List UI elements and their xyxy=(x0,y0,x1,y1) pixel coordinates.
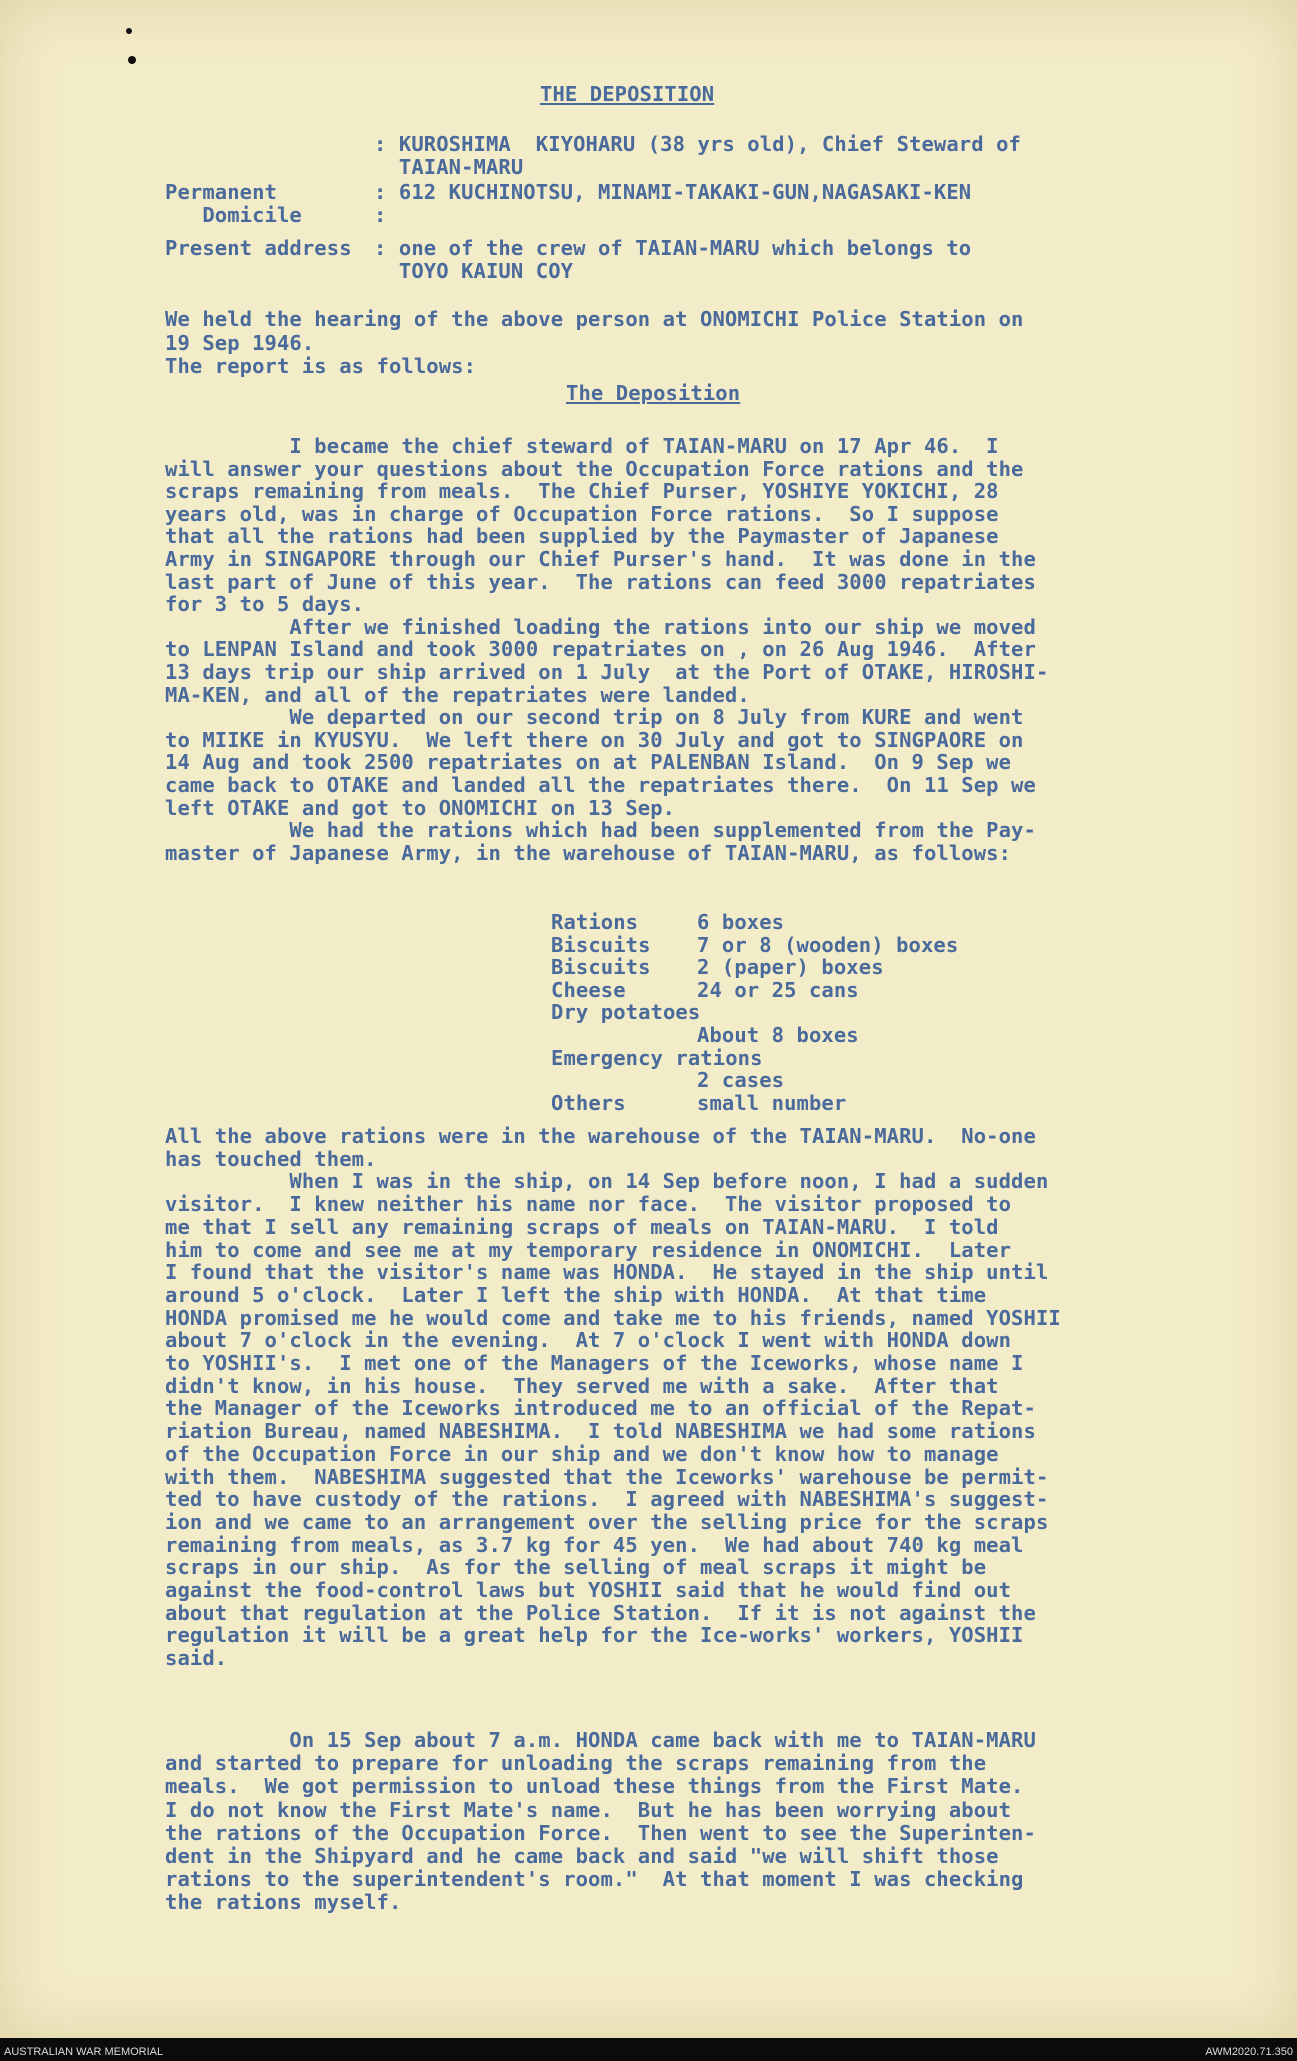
body-line: has touched them. xyxy=(165,1146,377,1171)
body-line: master of Japanese Army, in the warehouse of TAIAN-MARU, as follows: xyxy=(165,840,1012,865)
body-line: came back to OTAKE and landed all the repatriates there. On 11 Sep we xyxy=(165,773,1036,797)
body-line: around 5 o'clock. Later I left the ship with HONDA. At that time xyxy=(165,1282,987,1307)
ration-item: Biscuits xyxy=(551,955,651,980)
body-line: for 3 to 5 days. xyxy=(165,592,365,617)
body-line: HONDA promised me he would come and take me to his friends, named YOSHII xyxy=(165,1305,1061,1330)
body-line: When I was in the ship, on 14 Sep before noon, I had a sudden xyxy=(165,1169,1049,1194)
ration-qty: 2 (paper) boxes xyxy=(697,955,884,980)
body-line: didn't know, in his house. They served me with a sake. After that xyxy=(165,1373,999,1398)
body-line: last part of June of this year. The rations can feed 3000 repatriates xyxy=(165,569,1036,594)
body-line: After we finished loading the rations into our ship we moved xyxy=(165,614,1036,639)
body-line: said. xyxy=(165,1646,228,1671)
footer-left: AUSTRALIAN WAR MEMORIAL xyxy=(4,2046,164,2058)
body-line: Army in SINGAPORE through our Chief Purser's hand. It was done in the xyxy=(165,547,1036,571)
ration-qty: 24 or 25 cans xyxy=(697,977,859,1002)
intro-line: The report is as follows: xyxy=(165,354,477,378)
body-line: I do not know the First Mate's name. But he has been worrying about xyxy=(165,1797,1012,1822)
body-line: against the food-control laws but YOSHII said that he would find out xyxy=(165,1578,1012,1602)
body-line: I became the chief steward of TAIAN-MARU on 17 Apr 46. I xyxy=(165,434,999,458)
body-line: years old, was in charge of Occupation Force rations. So I suppose xyxy=(165,501,999,526)
body-line: that all the rations had been supplied by the Paymaster of Japanese xyxy=(165,524,999,549)
body-line: me that I sell any remaining scraps of meals on TAIAN-MARU. I told xyxy=(165,1214,999,1239)
ration-item: Dry potatoes xyxy=(551,1000,701,1025)
header-value: : xyxy=(374,203,387,227)
body-line: to YOSHII's. I met one of the Managers of the Iceworks, whose name I xyxy=(165,1351,1024,1375)
body-line: rations to the superintendent's room." At that moment I was checking xyxy=(165,1867,1024,1892)
body-line: I found that the visitor's name was HONDA. He stayed in the ship until xyxy=(165,1260,1049,1285)
body-line: will answer your questions about the Occupation Force rations and the xyxy=(165,456,1024,481)
body-line: MA-KEN, and all of the repatriates were landed. xyxy=(165,682,750,707)
body-line: meals. We got permission to unload these things from the First Mate. xyxy=(165,1774,1024,1799)
ration-qty: 7 or 8 (wooden) boxes xyxy=(697,932,959,957)
body-line: scraps remaining from meals. The Chief Purser, YOSHIYE YOKICHI, 28 xyxy=(165,479,999,504)
ration-item: Biscuits xyxy=(551,932,651,957)
document-subtitle: The Deposition xyxy=(566,381,741,405)
body-line: the Manager of the Iceworks introduced me to an official of the Repat- xyxy=(165,1396,1036,1421)
header-value: TAIAN-MARU xyxy=(374,155,524,179)
intro-line: We held the hearing of the above person at ONOMICHI Police Station on xyxy=(165,307,1024,331)
body-line: with them. NABESHIMA suggested that the Iceworks' warehouse be permit- xyxy=(165,1464,1049,1489)
intro-line: 19 Sep 1946. xyxy=(165,330,315,355)
header-value: : one of the crew of TAIAN-MARU which belongs to xyxy=(374,236,972,260)
body-line: visitor. I knew neither his name nor face. The visitor proposed to xyxy=(165,1192,1012,1217)
body-line: to LENPAN Island and took 3000 repatriates on , on 26 Aug 1946. After xyxy=(165,637,1036,662)
body-line: On 15 Sep about 7 a.m. HONDA came back with me to TAIAN-MARU xyxy=(165,1728,1036,1752)
body-line: and started to prepare for unloading the scraps remaining from the xyxy=(165,1751,987,1776)
body-line: of the Occupation Force in our ship and we don't know how to manage xyxy=(165,1441,999,1466)
body-line: riation Bureau, named NABESHIMA. I told NABESHIMA we had some rations xyxy=(165,1419,1036,1444)
header-value: TOYO KAIUN COY xyxy=(374,259,574,283)
body-line: left OTAKE and got to ONOMICHI on 13 Sep. xyxy=(165,795,676,820)
ration-qty: small number xyxy=(697,1090,847,1115)
body-line: ion and we came to an arrangement over the selling price for the scraps xyxy=(165,1509,1049,1534)
body-line: 13 days trip our ship arrived on 1 July at the Port of OTAKE, HIROSHI- xyxy=(165,660,1049,684)
ration-item: Others xyxy=(551,1090,626,1115)
body-line: regulation it will be a great help for the Ice-works' workers, YOSHII xyxy=(165,1623,1024,1648)
body-line: 14 Aug and took 2500 repatriates on at PALENBAN Island. On 9 Sep we xyxy=(165,750,1012,775)
body-line: the rations myself. xyxy=(165,1890,402,1915)
body-line: We departed on our second trip on 8 July from KURE and went xyxy=(165,705,1024,730)
header-label: Domicile xyxy=(165,203,302,227)
body-line: the rations of the Occupation Force. Then went to see the Superinten- xyxy=(165,1820,1036,1845)
header-value: : 612 KUCHINOTSU, MINAMI-TAKAKI-GUN,NAGASAKI-KEN xyxy=(374,180,972,204)
ration-qty: 6 boxes xyxy=(697,910,785,934)
body-line: scraps in our ship. As for the selling of meal scraps it might be xyxy=(165,1555,987,1580)
body-line: him to come and see me at my temporary residence in ONOMICHI. Later xyxy=(165,1237,1012,1262)
header-value: : KUROSHIMA KIYOHARU (38 yrs old), Chief Steward of xyxy=(374,132,1021,156)
ration-item: Cheese xyxy=(551,977,626,1002)
body-line: All the above rations were in the warehouse of the TAIAN-MARU. No-one xyxy=(165,1124,1036,1148)
header-label: Present address xyxy=(165,236,352,260)
footer-right: AWM2020.71.350 xyxy=(1205,2046,1293,2058)
ration-qty: About 8 boxes xyxy=(697,1023,859,1047)
header-label: Permanent xyxy=(165,180,277,204)
ration-item: Rations xyxy=(551,910,639,934)
body-line: ted to have custody of the rations. I agreed with NABESHIMA's suggest- xyxy=(165,1487,1049,1512)
body-line: about 7 o'clock in the evening. At 7 o'clock I went with HONDA down xyxy=(165,1328,1012,1353)
ration-item: Emergency rations xyxy=(551,1045,763,1070)
body-line: to MIIKE in KYUSYU. We left there on 30 July and got to SINGPAORE on xyxy=(165,727,1024,752)
body-line: We had the rations which had been supplemented from the Pay- xyxy=(165,818,1036,843)
body-line: remaining from meals, as 3.7 kg for 45 yen. We had about 740 kg meal xyxy=(165,1532,1024,1557)
ration-qty: 2 cases xyxy=(697,1068,785,1093)
document-title: THE DEPOSITION xyxy=(540,82,715,106)
body-line: about that regulation at the Police Station. If it is not against the xyxy=(165,1600,1036,1625)
body-line: dent in the Shipyard and he came back and said "we will shift those xyxy=(165,1844,999,1868)
